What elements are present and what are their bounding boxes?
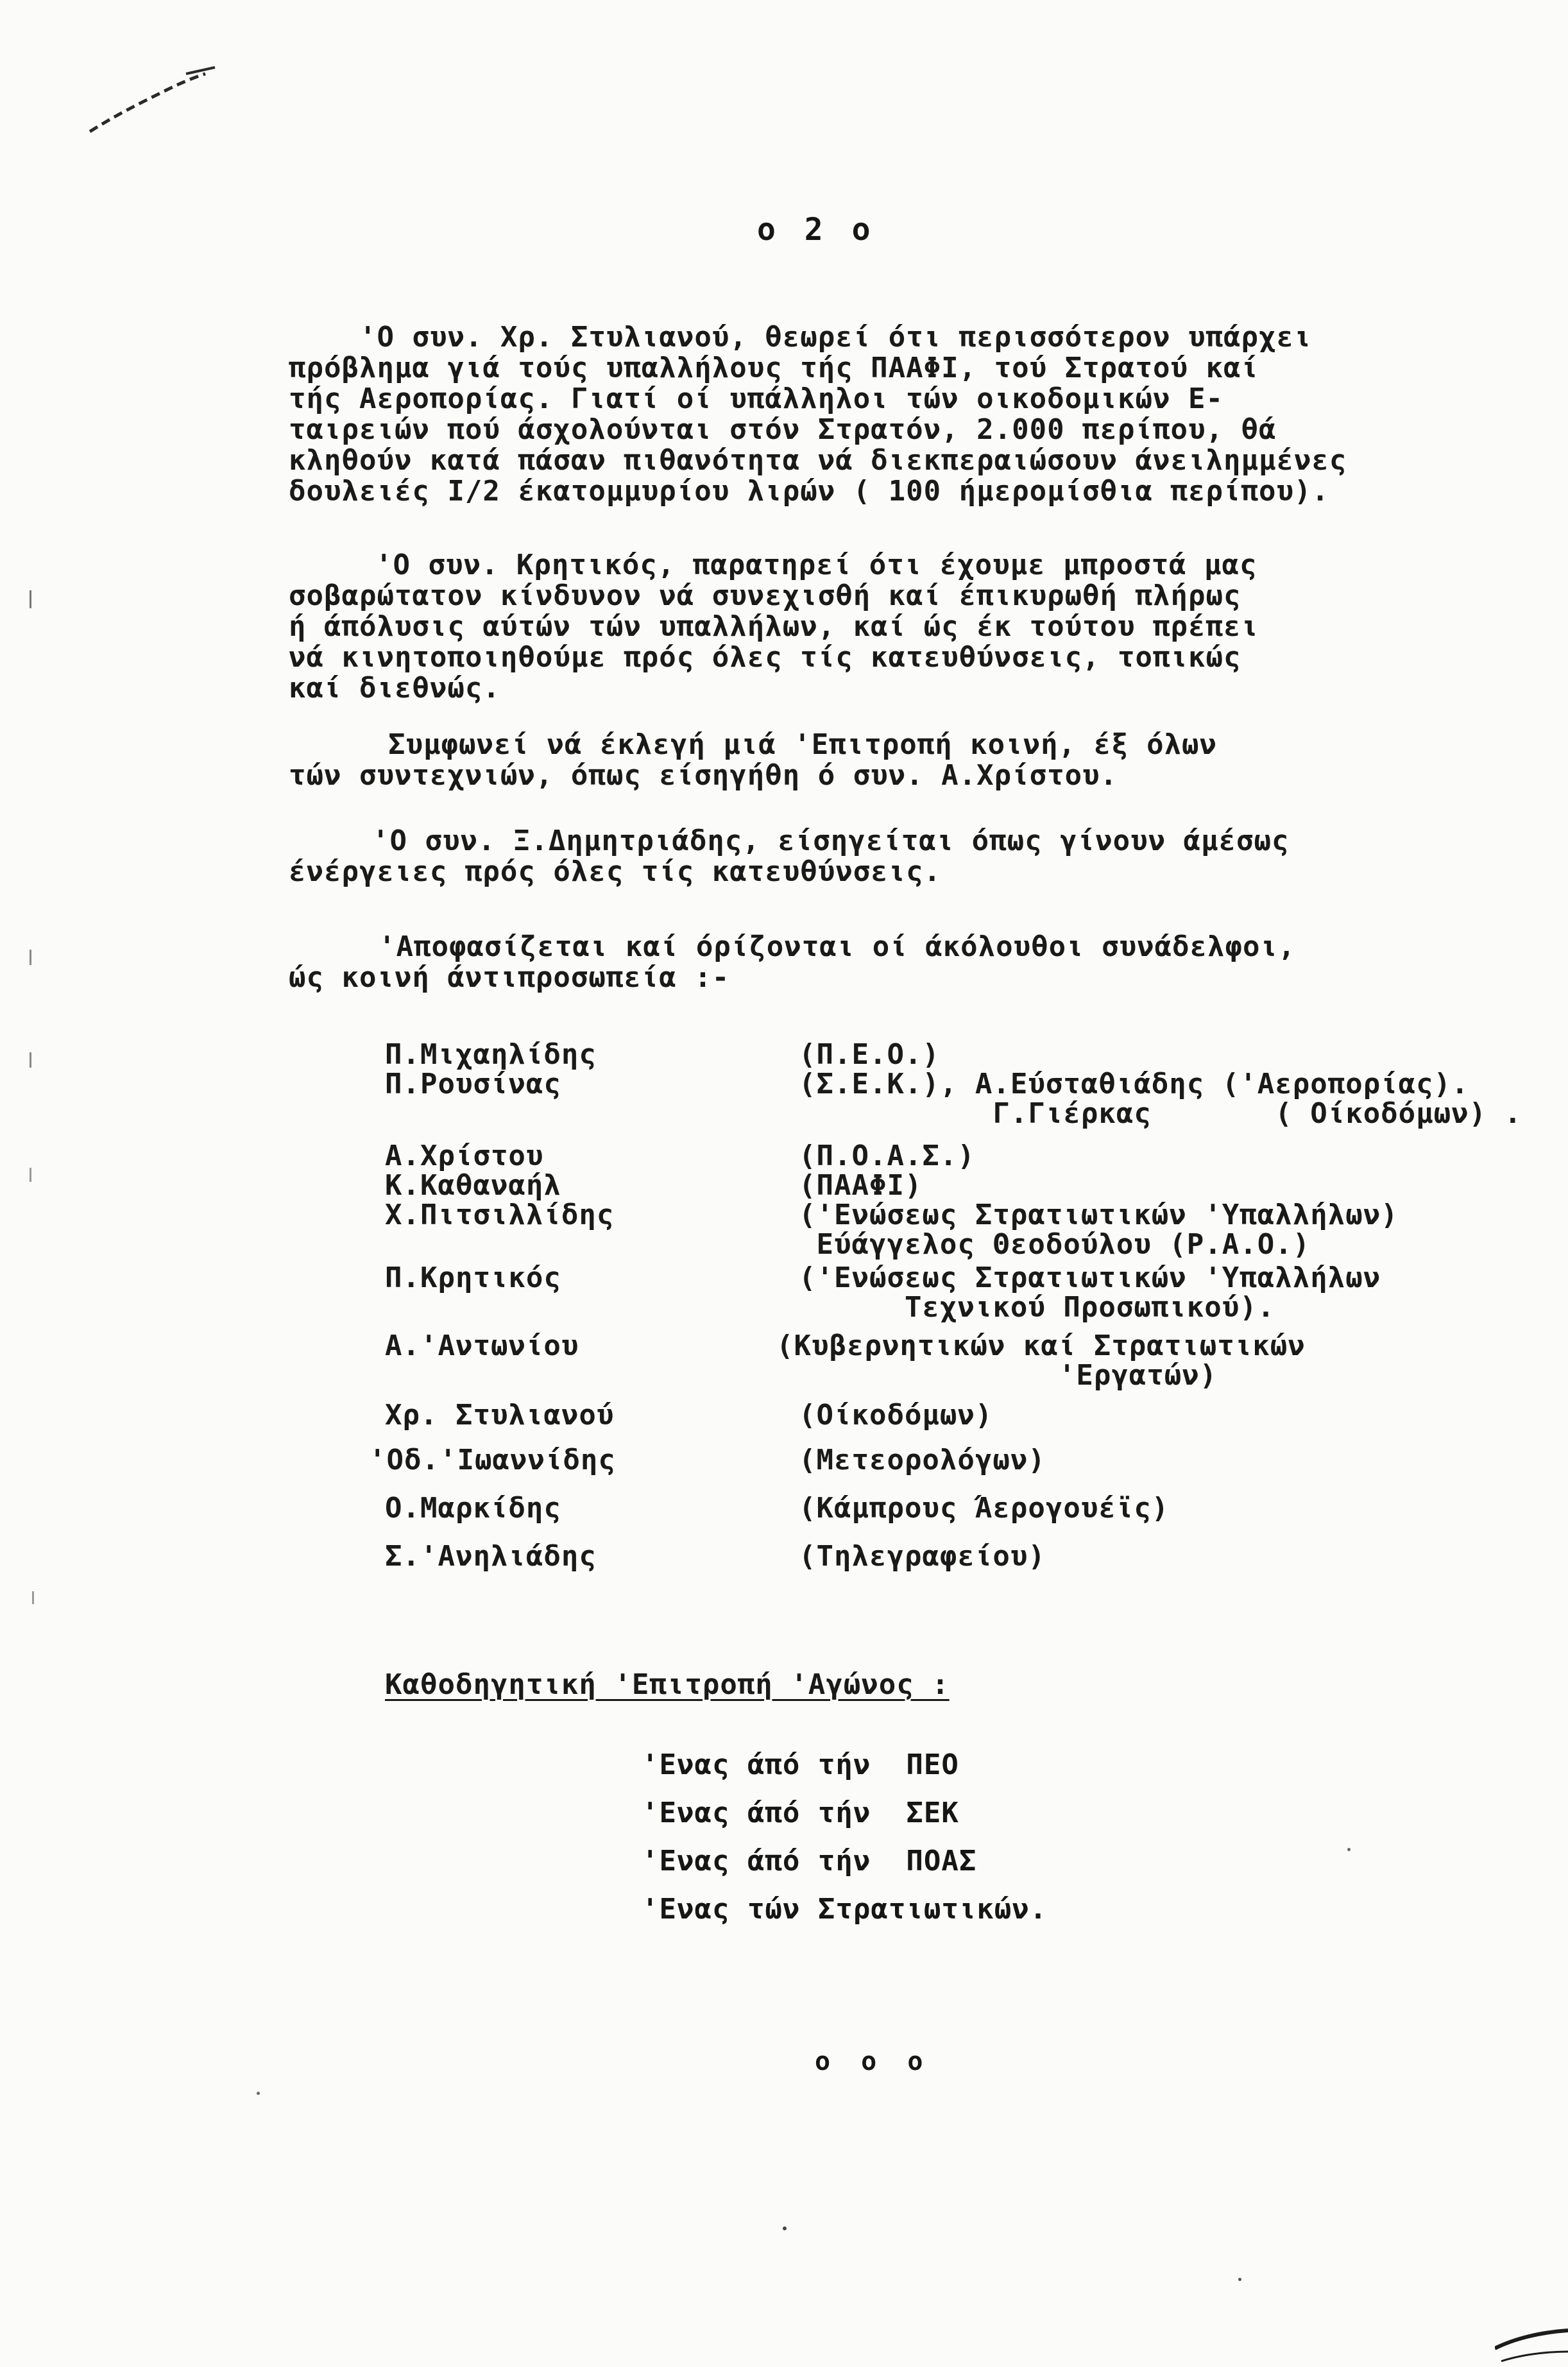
representative-org: ('Ενώσεως Στρατιωτικών 'Υπαλλήλων — [799, 1261, 1381, 1294]
page-number: o 2 o — [757, 212, 876, 248]
text-line: 'Ο συν. Χρ. Στυλιανού, θεωρεί ότι περισσότερον υπάρχει — [359, 321, 1312, 354]
text-line: νά κινητοποιηθούμε πρός όλες τίς κατευθύνσεις, τοπικώς — [289, 641, 1241, 674]
representative-org: (Οίκοδόμων) — [799, 1399, 993, 1431]
representative-org: (ΠΑΑΦΙ) — [799, 1169, 923, 1202]
representative-name: Σ.'Ανηλιάδης — [385, 1540, 597, 1573]
text-line: σοβαρώτατον κίνδυνον νά συνεχισθή καί έπικυρωθή πλήρως — [289, 579, 1241, 612]
representative-org: ('Ενώσεως Στρατιωτικών 'Υπαλλήλων) — [799, 1199, 1399, 1231]
text-line: ώς κοινή άντιπροσωπεία :- — [289, 961, 730, 994]
representative-name: Π.Κρητικός — [385, 1261, 561, 1294]
representative-org: Τεχνικού Προσωπικού). — [799, 1291, 1275, 1324]
text-line: ταιρειών πού άσχολούνται στόν Στρατόν, 2.000 περίπου, θά — [289, 413, 1277, 446]
representative-org: 'Εργατών) — [776, 1359, 1218, 1392]
text-line: 'Ο συν. Ξ.Δημητριάδης, είσηγείται όπως γίνουν άμέσως — [372, 825, 1290, 857]
text-line: τών συντεχνιών, όπως είσηγήθη ό συν. Α.Χρίστου. — [289, 759, 1118, 792]
committee-member: 'Ενας άπό τήν ΠΟΑΣ — [642, 1845, 977, 1877]
text-line: πρόβλημα γιά τούς υπαλλήλους τής ΠΑΑΦΙ, τού Στρατού καί — [289, 352, 1259, 384]
representative-name: Α.'Αντωνίου — [385, 1329, 579, 1362]
text-line: τής Αεροπορίας. Γιατί οί υπάλληλοι τών οικοδομικών Ε- — [289, 382, 1223, 415]
representative-org: Εύάγγελος Θεοδούλου (Ρ.Α.Ο.) — [799, 1228, 1311, 1261]
scan-speck — [257, 2092, 260, 2095]
text-line: δουλειές I/2 έκατομμυρίου λιρών ( 100 ήμερομίσθια περίπου). — [289, 475, 1329, 508]
representative-name: Χρ. Στυλιανού — [385, 1399, 615, 1431]
representative-name: Κ.Καθαναήλ — [385, 1169, 561, 1202]
scan-edge-mark — [1495, 2316, 1568, 2367]
representative-org: (Κυβερνητικών καί Στρατιωτικών — [776, 1329, 1306, 1362]
text-line: 'Αποφασίζεται καί όρίζονται οί άκόλουθοι συνάδελφοι, — [379, 930, 1296, 963]
margin-tick — [32, 1591, 34, 1604]
representative-org: (Σ.Ε.Κ.), Α.Εύσταθιάδης ('Αεροπορίας). — [799, 1068, 1469, 1100]
representative-org: (Π.Ε.Ο.) — [799, 1038, 940, 1071]
scan-scribble-mark — [77, 45, 231, 141]
text-line: 'Ο συν. Κρητικός, παρατηρεί ότι έχουμε μπροστά μας — [375, 549, 1257, 581]
margin-tick — [30, 1168, 31, 1182]
margin-tick — [30, 950, 31, 965]
representative-name: Π.Μιχαηλίδης — [385, 1038, 597, 1071]
committee-heading: Καθοδηγητική 'Επιτροπή 'Αγώνος : — [385, 1668, 950, 1701]
representative-name: 'Οδ.'Ιωαννίδης — [369, 1444, 616, 1476]
representative-org: (Π.Ο.Α.Σ.) — [799, 1140, 975, 1172]
text-line: κληθούν κατά πάσαν πιθανότητα νά διεκπεραιώσουν άνειλημμένες — [289, 444, 1347, 477]
scan-speck — [1347, 1848, 1351, 1851]
margin-tick — [30, 1052, 31, 1068]
representative-org: (Κάμπρους Άερογουέϊς) — [799, 1492, 1170, 1525]
representative-name: Π.Ρουσίνας — [385, 1068, 561, 1100]
committee-member: 'Ενας άπό τήν ΠΕΟ — [642, 1748, 959, 1781]
text-line: καί διεθνώς. — [289, 672, 500, 705]
margin-tick — [30, 590, 31, 608]
end-mark: o o o — [815, 2047, 931, 2076]
representative-name: Α.Χρίστου — [385, 1140, 544, 1172]
text-line: ή άπόλυσις αύτών τών υπαλλήλων, καί ώς έκ τούτου πρέπει — [289, 610, 1259, 643]
representative-org: Γ.Γιέρκας ( Οίκοδόμων) . — [799, 1097, 1522, 1130]
scan-speck — [1238, 2278, 1241, 2281]
text-line: ένέργειες πρός όλες τίς κατευθύνσεις. — [289, 855, 942, 888]
representative-org: (Μετεορολόγων) — [799, 1444, 1046, 1476]
representative-org: (Τηλεγραφείου) — [799, 1540, 1046, 1573]
representative-name: Χ.Πιτσιλλίδης — [385, 1199, 615, 1231]
committee-member: 'Ενας τών Στρατιωτικών. — [642, 1893, 1048, 1926]
text-line: Συμφωνεί νά έκλεγή μιά 'Επιτροπή κοινή, έξ όλων — [388, 728, 1218, 761]
representative-name: Ο.Μαρκίδης — [385, 1492, 561, 1525]
committee-member: 'Ενας άπό τήν ΣΕΚ — [642, 1797, 959, 1829]
scan-speck — [783, 2226, 787, 2230]
